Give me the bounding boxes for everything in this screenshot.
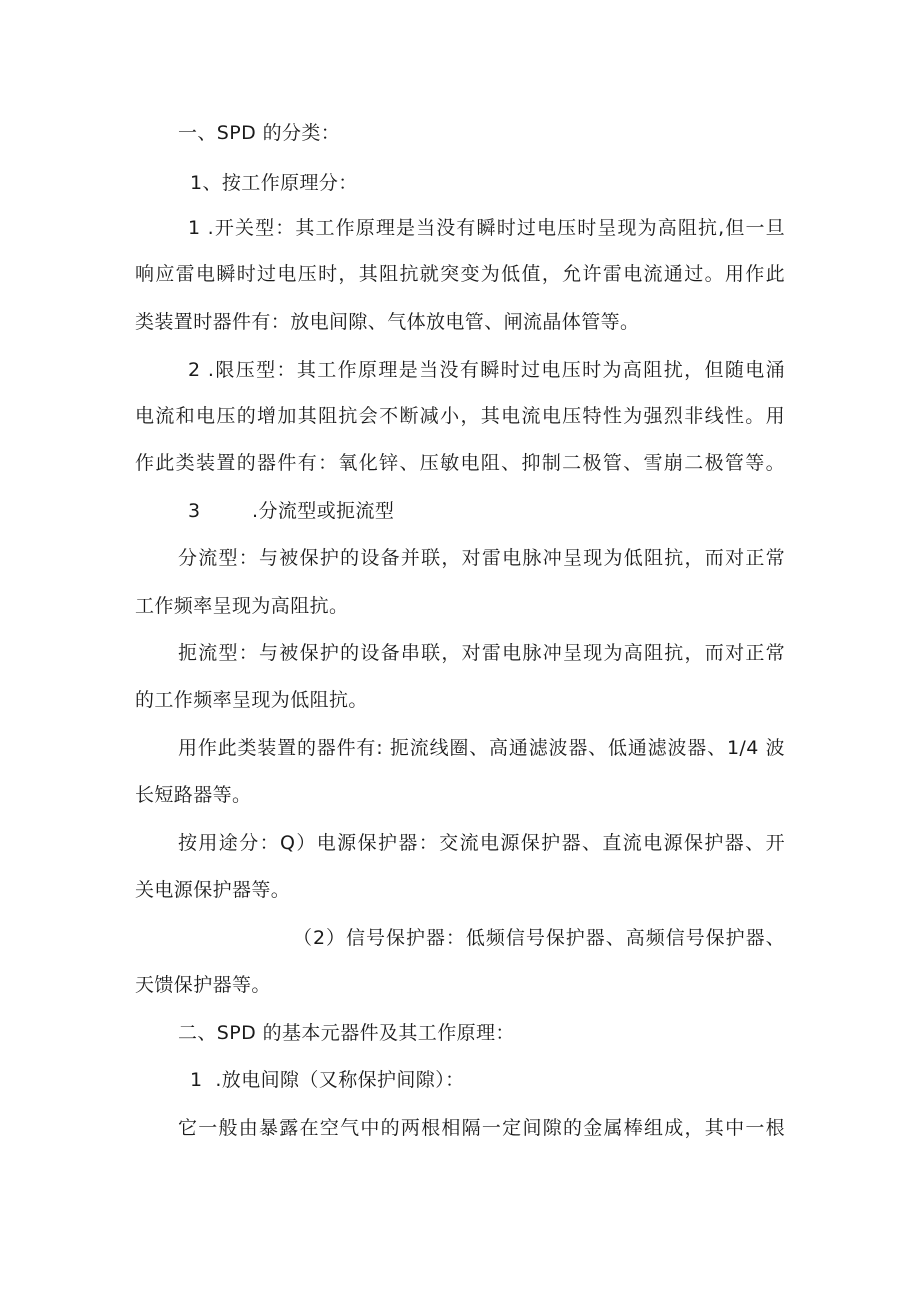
paragraph-line: 作此类装置的器件有：氧化锌、压敏电阻、抑制二极管、雪崩二极管等。 — [135, 452, 785, 474]
paragraph-line: 它一般由暴露在空气中的两根相隔一定间隙的金属棒组成，其中一根 — [178, 1117, 785, 1139]
paragraph-line: 类装置时器件有：放电间隙、气体放电管、闸流晶体管等。 — [135, 311, 640, 333]
paragraph-line: 用作此类装置的器件有: 扼流线圈、高通滤波器、低通滤波器、1/4 波 — [178, 737, 785, 759]
subsection-heading: 1、按工作原理分： — [190, 172, 358, 194]
paragraph-line: 的工作频率呈现为低阻抗。 — [135, 689, 368, 711]
section-heading-2: 二、SPD 的基本元器件及其工作原理： — [178, 1022, 515, 1044]
paragraph-line: 工作频率呈现为高阻抗。 — [135, 595, 349, 617]
paragraph-line: 响应雷电瞬时过电压时，其阻抗就突变为低值，允许雷电流通过。用作此 — [135, 263, 785, 285]
paragraph-line: 电流和电压的增加其阻抗会不断减小，其电流电压特性为强烈非线性。用 — [135, 405, 785, 427]
paragraph-line: 3 .分流型或扼流型 — [188, 500, 395, 522]
paragraph-line: （2）信号保护器：低频信号保护器、高频信号保护器、 — [293, 927, 785, 949]
paragraph-line: 关电源保护器等。 — [135, 879, 291, 901]
paragraph-line: 2 .限压型：其工作原理是当没有瞬时过电压时为高阻扰，但随电涌 — [188, 359, 785, 381]
paragraph-line: 1 .开关型：其工作原理是当没有瞬时过电压时呈现为高阻抗,但一旦 — [188, 217, 785, 239]
paragraph-line: 分流型：与被保护的设备并联，对雷电脉冲呈现为低阻抗，而对正常 — [178, 547, 785, 569]
subsection-heading: 1 .放电间隙（又称保护间隙）： — [190, 1069, 465, 1091]
paragraph-line: 天馈保护器等。 — [135, 974, 271, 996]
paragraph-line: 按用途分：Q）电源保护器：交流电源保护器、直流电源保护器、开 — [178, 832, 785, 854]
paragraph-line: 扼流型：与被保护的设备串联，对雷电脉冲呈现为高阻抗，而对正常 — [178, 642, 785, 664]
section-heading-1: 一、SPD 的分类： — [178, 122, 341, 144]
paragraph-line: 长短路器等。 — [135, 784, 252, 806]
